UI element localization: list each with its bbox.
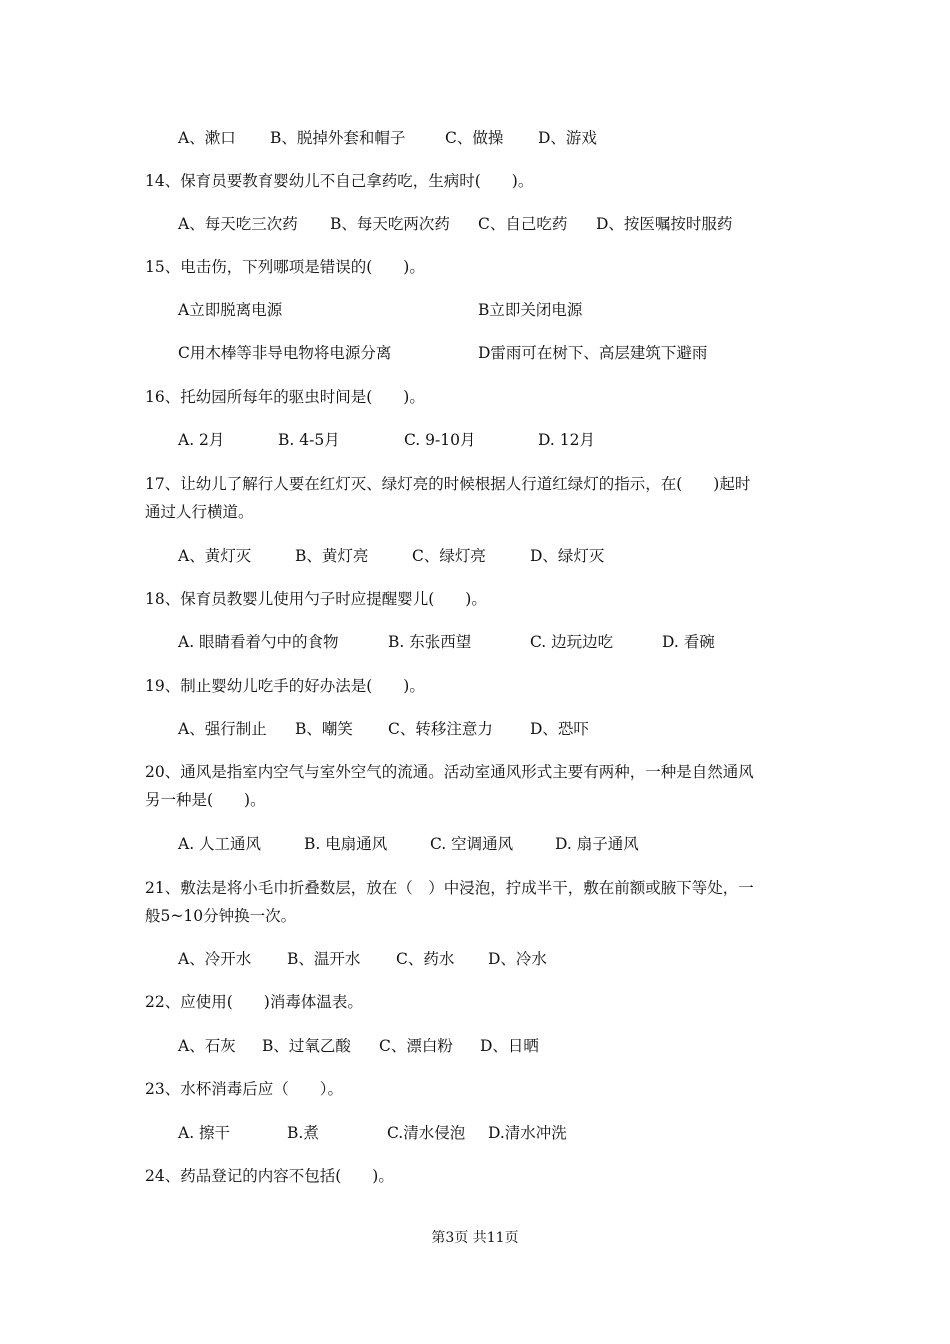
q18-option-b: B. 东张西望 [388, 633, 472, 651]
q20-option-a: A. 人工通风 [178, 835, 262, 853]
q13-option-d: D、游戏 [538, 129, 597, 147]
q16-option-c: C. 9-10月 [404, 431, 476, 449]
q23-option-b: B.煮 [287, 1124, 319, 1142]
q14-stem: 14、保育员要教育婴幼儿不自己拿药吃，生病时( )。 [145, 172, 534, 190]
q22-option-b: B、过氧乙酸 [262, 1037, 351, 1055]
q18-option-c: C. 边玩边吃 [530, 633, 614, 651]
q14-option-d: D、按医嘱按时服药 [596, 215, 733, 233]
q21-option-a: A、冷开水 [178, 950, 252, 968]
q22-option-a: A、石灰 [178, 1037, 236, 1055]
q15-option-b: B立即关闭电源 [478, 301, 583, 319]
q18-option-d: D. 看碗 [662, 633, 715, 651]
q17-option-a: A、黄灯灭 [178, 547, 252, 565]
q20-stem-line2: 另一种是( )。 [145, 791, 266, 809]
q23-option-a: A. 擦干 [178, 1124, 231, 1142]
q15-option-c: C用木棒等非导电物将电源分离 [178, 344, 392, 362]
q14-option-c: C、自己吃药 [478, 215, 568, 233]
q17-stem-line2: 通过人行横道。 [145, 503, 254, 521]
q17-option-c: C、绿灯亮 [412, 547, 486, 565]
q21-option-d: D、冷水 [488, 950, 547, 968]
q14-option-b: B、每天吃两次药 [330, 215, 450, 233]
q13-option-b: B、脱掉外套和帽子 [270, 129, 406, 147]
q22-option-d: D、日晒 [480, 1037, 539, 1055]
q19-option-c: C、转移注意力 [388, 720, 493, 738]
q17-option-b: B、黄灯亮 [295, 547, 369, 565]
q22-option-c: C、漂白粉 [379, 1037, 453, 1055]
q22-stem: 22、应使用( )消毒体温表。 [145, 993, 363, 1011]
q21-stem-line2: 般5~10分钟换一次。 [145, 907, 297, 925]
q17-stem-line1: 17、让幼儿了解行人要在红灯灭、绿灯亮的时候根据人行道红绿灯的指示，在( )起时 [145, 475, 751, 493]
q19-option-d: D、恐吓 [530, 720, 589, 738]
q20-option-d: D. 扇子通风 [555, 835, 639, 853]
q16-stem: 16、托幼园所每年的驱虫时间是( )。 [145, 388, 425, 406]
q20-option-c: C. 空调通风 [430, 835, 514, 853]
q20-option-b: B. 电扇通风 [304, 835, 388, 853]
q13-option-c: C、做操 [445, 129, 504, 147]
q16-option-d: D. 12月 [538, 431, 595, 449]
q21-option-c: C、药水 [396, 950, 455, 968]
q19-option-b: B、嘲笑 [295, 720, 353, 738]
q21-option-b: B、温开水 [287, 950, 361, 968]
q15-option-a: A立即脱离电源 [178, 301, 283, 319]
q16-option-b: B. 4-5月 [278, 431, 340, 449]
q23-option-c: C.清水侵泡 [387, 1124, 466, 1142]
q13-option-a: A、漱口 [178, 129, 236, 147]
q18-option-a: A. 眼睛看着勺中的食物 [178, 633, 339, 651]
q21-stem-line1: 21、敷法是将小毛巾折叠数层，放在（ ）中浸泡，拧成半干，敷在前额或腋下等处，一 [145, 879, 754, 897]
q15-stem: 15、电击伤，下列哪项是错误的( )。 [145, 258, 425, 276]
q18-stem: 18、保育员教婴儿使用勺子时应提醒婴儿( )。 [145, 590, 487, 608]
page-number-footer: 第3页 共11页 [431, 1230, 519, 1246]
q23-stem: 23、水杯消毒后应（ ）。 [145, 1080, 343, 1098]
q24-stem: 24、药品登记的内容不包括( )。 [145, 1167, 394, 1185]
q20-stem-line1: 20、通风是指室内空气与室外空气的流通。活动室通风形式主要有两种，一种是自然通风 [145, 763, 754, 781]
q19-option-a: A、强行制止 [178, 720, 267, 738]
q17-option-d: D、绿灯灭 [530, 547, 605, 565]
q15-option-d: D雷雨可在树下、高层建筑下避雨 [478, 344, 708, 362]
q19-stem: 19、制止婴幼儿吃手的好办法是( )。 [145, 677, 425, 695]
q16-option-a: A. 2月 [178, 431, 225, 449]
q23-option-d: D.清水冲洗 [488, 1124, 567, 1142]
q14-option-a: A、每天吃三次药 [178, 215, 298, 233]
